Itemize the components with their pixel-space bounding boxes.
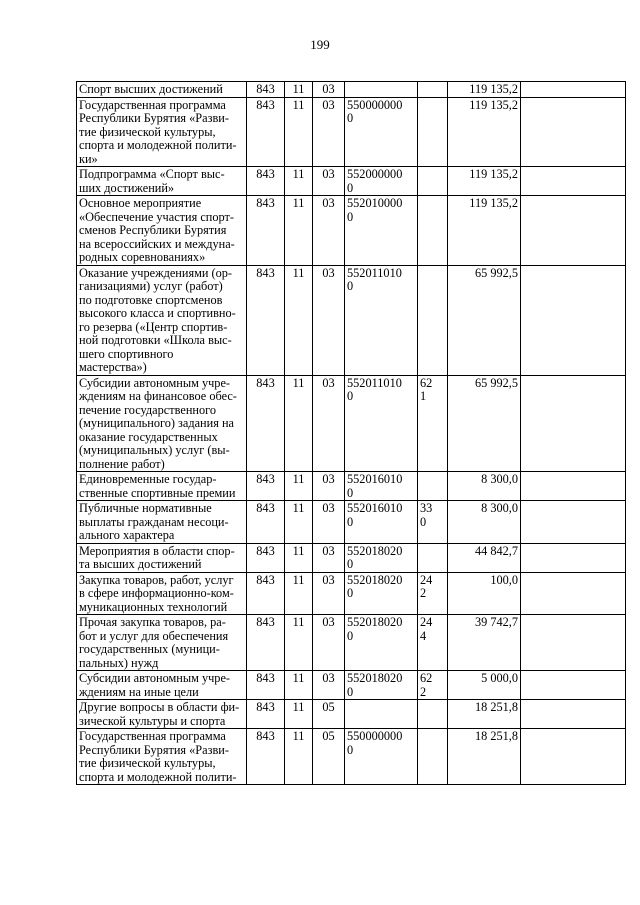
cell-name-line: оказание государственных — [79, 429, 218, 444]
cell-subsection: 03 — [313, 615, 345, 671]
cell-target-article — [345, 97, 418, 167]
cell-target-article-line: 0 — [347, 586, 354, 600]
cell-expense-type — [418, 265, 448, 375]
cell-target-article-line: 552011010 — [347, 265, 402, 280]
cell-section: 11 — [285, 671, 313, 700]
cell-name-line: сменов Республики Бурятия — [79, 223, 227, 237]
cell-name-line: Государственная программа — [79, 97, 226, 112]
cell-name-line: спорта и молодежной полити- — [79, 138, 237, 152]
cell-empty — [521, 700, 626, 729]
cell-name-line: в сфере информационно-ком- — [79, 586, 234, 600]
cell-target-article-line: 0 — [347, 684, 354, 699]
table-row — [77, 97, 626, 167]
cell-target-article — [345, 196, 418, 266]
cell-target-article — [345, 543, 418, 572]
cell-name — [77, 543, 247, 572]
cell-amount: 119 135,2 — [448, 167, 521, 196]
cell-target-article — [345, 472, 418, 501]
cell-amount: 5 000,0 — [448, 671, 521, 700]
cell-subsection: 03 — [313, 572, 345, 615]
cell-target-article-line: 0 — [347, 180, 354, 195]
table-row — [77, 167, 626, 196]
cell-section: 11 — [285, 700, 313, 729]
table-row — [77, 265, 626, 375]
cell-expense-type — [418, 615, 448, 671]
cell-name-line: ственные спортивные премии — [79, 485, 236, 500]
cell-amount: 8 300,0 — [448, 472, 521, 501]
cell-ministry: 843 — [247, 167, 285, 196]
cell-target-article — [345, 615, 418, 671]
cell-name — [77, 615, 247, 671]
cell-target-article — [345, 501, 418, 544]
cell-expense-type — [418, 97, 448, 167]
cell-section: 11 — [285, 572, 313, 615]
cell-name — [77, 700, 247, 729]
cell-name-line: Спорт высших достижений — [79, 82, 223, 96]
cell-expense-type-line: 2 — [420, 684, 427, 699]
cell-ministry: 843 — [247, 700, 285, 729]
table-row — [77, 501, 626, 544]
cell-target-article — [345, 167, 418, 196]
cell-subsection: 03 — [313, 196, 345, 266]
cell-name-line: «Обеспечение участия спорт- — [79, 209, 234, 224]
cell-target-article — [345, 375, 418, 472]
cell-target-article-line: 552000000 — [347, 167, 403, 181]
cell-target-article — [345, 729, 418, 785]
cell-target-article — [345, 265, 418, 375]
table-body — [77, 82, 626, 785]
cell-empty — [521, 615, 626, 671]
cell-section: 11 — [285, 543, 313, 572]
cell-target-article-line: 0 — [347, 628, 354, 643]
cell-empty — [521, 196, 626, 266]
cell-name — [77, 671, 247, 700]
table-row — [77, 472, 626, 501]
cell-target-article — [345, 572, 418, 615]
cell-name-line: ной подготовки «Школа выс- — [79, 333, 232, 347]
cell-name — [77, 265, 247, 375]
cell-target-article-line: 0 — [347, 209, 354, 224]
cell-target-article-line: 0 — [347, 742, 354, 757]
cell-amount: 44 842,7 — [448, 543, 521, 572]
cell-expense-type-line: 4 — [420, 628, 427, 643]
cell-expense-type — [418, 472, 448, 501]
table-row — [77, 729, 626, 785]
cell-target-article-line: 0 — [347, 514, 354, 529]
cell-target-article-line: 552010000 — [347, 196, 403, 210]
cell-expense-type — [418, 543, 448, 572]
cell-name — [77, 375, 247, 472]
cell-expense-type-line: 62 — [420, 671, 433, 685]
table-row — [77, 543, 626, 572]
cell-empty — [521, 572, 626, 615]
cell-ministry: 843 — [247, 615, 285, 671]
cell-expense-type-line: 0 — [420, 514, 427, 529]
cell-expense-type — [418, 375, 448, 472]
cell-amount: 8 300,0 — [448, 501, 521, 544]
cell-name-line: выплаты гражданам несоци- — [79, 514, 229, 529]
cell-empty — [521, 82, 626, 98]
cell-name-line: Основное мероприятие — [79, 196, 202, 210]
cell-section: 11 — [285, 472, 313, 501]
table-row — [77, 82, 626, 98]
cell-name-line: государственных (муници- — [79, 642, 220, 656]
table-row — [77, 375, 626, 472]
cell-name-line: Подпрограмма «Спорт выс- — [79, 167, 225, 181]
cell-name-line: Публичные нормативные — [79, 501, 212, 515]
cell-name-line: муникационных технологий — [79, 599, 228, 614]
cell-subsection: 03 — [313, 375, 345, 472]
cell-subsection: 03 — [313, 265, 345, 375]
cell-expense-type — [418, 501, 448, 544]
cell-name-line: (муниципального) задания на — [79, 416, 234, 430]
cell-name-line: го резерва («Центр спортив- — [79, 319, 228, 334]
cell-subsection: 03 — [313, 167, 345, 196]
cell-empty — [521, 501, 626, 544]
cell-name-line: тие физической культуры, — [79, 124, 216, 139]
cell-target-article-line: 552011010 — [347, 375, 402, 390]
cell-expense-type — [418, 167, 448, 196]
cell-section: 11 — [285, 196, 313, 266]
page-number: 199 — [310, 37, 330, 52]
cell-name-line: Мероприятия в области спор- — [79, 543, 235, 558]
cell-empty — [521, 265, 626, 375]
cell-target-article-line: 552018020 — [347, 543, 403, 558]
table-row — [77, 615, 626, 671]
cell-expense-type-line: 24 — [420, 615, 433, 629]
cell-ministry: 843 — [247, 265, 285, 375]
cell-name-line: бот и услуг для обеспечения — [79, 628, 229, 643]
cell-name-line: на всероссийских и междуна- — [79, 236, 235, 251]
cell-name — [77, 501, 247, 544]
cell-section: 11 — [285, 97, 313, 167]
cell-name — [77, 196, 247, 266]
cell-name-line: ганизациями) услуг (работ) — [79, 279, 223, 293]
cell-expense-type — [418, 196, 448, 266]
cell-ministry: 843 — [247, 82, 285, 98]
cell-name — [77, 572, 247, 615]
table-row — [77, 700, 626, 729]
cell-expense-type-line: 1 — [420, 389, 427, 403]
cell-name — [77, 729, 247, 785]
cell-amount: 100,0 — [448, 572, 521, 615]
cell-amount: 119 135,2 — [448, 82, 521, 98]
cell-expense-type — [418, 729, 448, 785]
cell-target-article — [345, 671, 418, 700]
cell-expense-type — [418, 82, 448, 98]
table-row — [77, 196, 626, 266]
cell-name-line: Оказание учреждениями (ор- — [79, 265, 233, 280]
cell-name-line: Государственная программа — [79, 729, 226, 743]
cell-name-line: печение государственного — [79, 402, 217, 417]
cell-target-article-line: 0 — [347, 279, 354, 293]
cell-name-line: ших достижений» — [79, 180, 175, 195]
cell-empty — [521, 375, 626, 472]
cell-subsection: 03 — [313, 501, 345, 544]
cell-section: 11 — [285, 265, 313, 375]
cell-name-line: ждениям на иные цели — [79, 684, 199, 699]
cell-name-line: Субсидии автономным учре- — [79, 375, 230, 390]
cell-target-article-line: 552016010 — [347, 472, 403, 486]
cell-ministry: 843 — [247, 729, 285, 785]
cell-target-article-line: 552018020 — [347, 615, 403, 629]
cell-section: 11 — [285, 167, 313, 196]
cell-empty — [521, 671, 626, 700]
cell-subsection: 03 — [313, 97, 345, 167]
cell-amount: 65 992,5 — [448, 265, 521, 375]
cell-section: 11 — [285, 82, 313, 98]
cell-expense-type-line: 24 — [420, 572, 433, 587]
table-row — [77, 572, 626, 615]
cell-subsection: 03 — [313, 543, 345, 572]
cell-name — [77, 167, 247, 196]
cell-name-line: ального характера — [79, 528, 175, 542]
cell-name-line: полнение работ) — [79, 456, 165, 471]
cell-expense-type — [418, 700, 448, 729]
cell-name — [77, 97, 247, 167]
cell-name-line: (муниципальных) услуг (вы- — [79, 443, 230, 457]
cell-amount: 18 251,8 — [448, 700, 521, 729]
cell-name-line: Единовременные государ- — [79, 472, 217, 486]
cell-name-line: спорта и молодежной полити- — [79, 769, 237, 784]
cell-subsection: 05 — [313, 700, 345, 729]
cell-subsection: 03 — [313, 472, 345, 501]
cell-name-line: мастерства») — [79, 360, 147, 374]
cell-amount: 119 135,2 — [448, 97, 521, 167]
cell-ministry: 843 — [247, 375, 285, 472]
cell-name-line: высокого класса и спортивно- — [79, 306, 236, 320]
cell-name-line: Республики Бурятия «Разви- — [79, 111, 229, 125]
cell-ministry: 843 — [247, 472, 285, 501]
cell-target-article-line: 0 — [347, 485, 354, 500]
cell-target-article — [345, 700, 418, 729]
cell-target-article-line: 0 — [347, 111, 354, 125]
cell-name-line: Прочая закупка товаров, ра- — [79, 615, 226, 629]
cell-section: 11 — [285, 501, 313, 544]
cell-name-line: родных соревнованиях» — [79, 250, 206, 264]
cell-expense-type-line: 62 — [420, 375, 433, 390]
cell-amount: 39 742,7 — [448, 615, 521, 671]
cell-subsection: 03 — [313, 82, 345, 98]
cell-subsection: 05 — [313, 729, 345, 785]
cell-target-article-line: 550000000 — [347, 729, 403, 743]
cell-ministry: 843 — [247, 97, 285, 167]
cell-expense-type — [418, 671, 448, 700]
cell-target-article-line: 0 — [347, 557, 354, 571]
cell-empty — [521, 97, 626, 167]
cell-name-line: ки» — [79, 151, 98, 166]
cell-expense-type-line: 2 — [420, 586, 427, 600]
cell-name-line: та высших достижений — [79, 557, 202, 571]
cell-target-article-line: 0 — [347, 389, 354, 403]
cell-target-article — [345, 82, 418, 98]
cell-section: 11 — [285, 615, 313, 671]
cell-name-line: тие физической культуры, — [79, 756, 216, 770]
cell-amount: 18 251,8 — [448, 729, 521, 785]
cell-ministry: 843 — [247, 501, 285, 544]
cell-name-line: Другие вопросы в области фи- — [79, 700, 240, 714]
cell-name-line: ждениям на финансовое обес- — [79, 389, 237, 403]
cell-ministry: 843 — [247, 196, 285, 266]
cell-amount: 119 135,2 — [448, 196, 521, 266]
cell-ministry: 843 — [247, 543, 285, 572]
cell-name-line: Закупка товаров, работ, услуг — [79, 572, 234, 587]
cell-empty — [521, 729, 626, 785]
cell-ministry: 843 — [247, 671, 285, 700]
cell-expense-type — [418, 572, 448, 615]
cell-name-line: шего спортивного — [79, 346, 174, 361]
cell-amount: 65 992,5 — [448, 375, 521, 472]
budget-table — [76, 81, 626, 785]
cell-target-article-line: 552016010 — [347, 501, 403, 515]
cell-target-article-line: 550000000 — [347, 97, 403, 112]
cell-name — [77, 82, 247, 98]
cell-subsection: 03 — [313, 671, 345, 700]
cell-name-line: зической культуры и спорта — [79, 713, 226, 728]
cell-name-line: Субсидии автономным учре- — [79, 671, 230, 685]
cell-expense-type-line: 33 — [420, 501, 433, 515]
cell-name-line: по подготовке спортсменов — [79, 292, 223, 307]
cell-name-line: Республики Бурятия «Разви- — [79, 742, 229, 757]
cell-empty — [521, 543, 626, 572]
cell-name-line: пальных) нужд — [79, 655, 159, 670]
cell-section: 11 — [285, 375, 313, 472]
cell-empty — [521, 167, 626, 196]
cell-empty — [521, 472, 626, 501]
cell-section: 11 — [285, 729, 313, 785]
cell-target-article-line: 552018020 — [347, 671, 403, 685]
cell-name — [77, 472, 247, 501]
cell-target-article-line: 552018020 — [347, 572, 403, 587]
table-row — [77, 671, 626, 700]
cell-ministry: 843 — [247, 572, 285, 615]
